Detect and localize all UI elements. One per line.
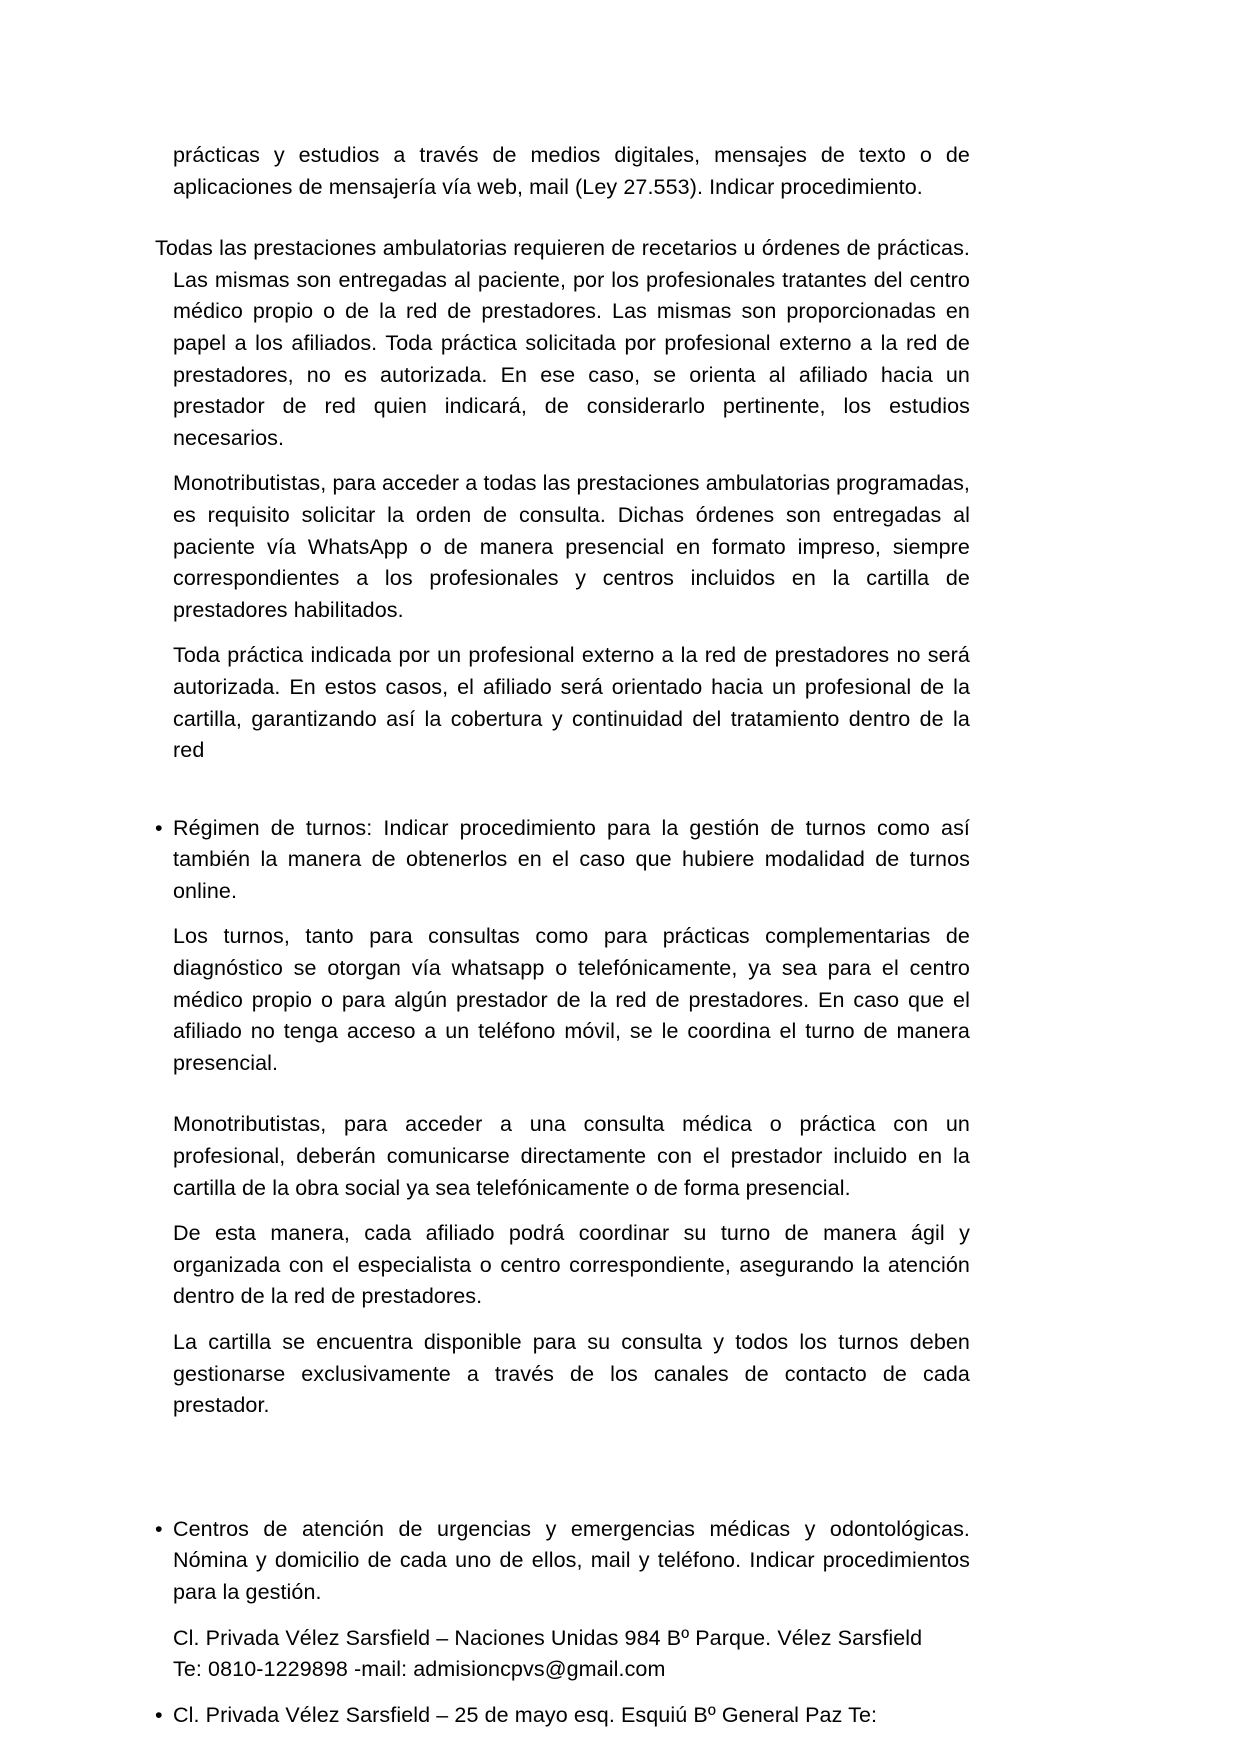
paragraph-los-turnos: Los turnos, tanto para consultas como para prácticas complementarias de diagnóstico se otorgan vía whatsapp o telefónicamente, ya sea para el centro médico propio o para algún prestador de la red de prestadores. En caso que el afiliado no tenga acceso a un teléfono móvil, se le coordina el turno de manera presencial. [173, 924, 970, 1075]
paragraph-prestaciones-ambulatorias: Todas las prestaciones ambulatorias requieren de recetarios u órdenes de prácticas. Las mismas son entregadas al paciente, por los profesionales tratantes del centro médico propio o de la red de prestadores. Las mismas son proporcionadas en papel a los afiliados. Toda práctica solicitada por profesional externo a la red de prestadores, no es autorizada. En ese caso, se orienta al afiliado hacia un prestador de red quien indicará, de considerarlo pertinente, los estudios necesarios. [155, 236, 970, 450]
paragraph-de-esta-manera: De esta manera, cada afiliado podrá coordinar su turno de manera ágil y organizada con el especialista o centro correspondiente, asegurando la atención dentro de la red de prestadores. [173, 1221, 970, 1309]
spacer [155, 626, 970, 640]
spacer [155, 1422, 970, 1514]
bullet-icon: • [155, 815, 163, 840]
spacer [155, 203, 970, 233]
bullet-icon: • [155, 1702, 163, 1727]
clinic-contact-primary: Te: 0810-1229898 -mail: admisioncpvs@gmail.com [173, 1657, 666, 1682]
list-item-centros-urgencias-label: Centros de atención de urgencias y emergencias médicas y odontológicas. Nómina y domicilio de cada uno de ellos, mail y teléfono. Indicar procedimientos para la gestión. [173, 1516, 970, 1604]
paragraph-intro-continuation: prácticas y estudios a través de medios digitales, mensajes de texto o de aplicaciones de mensajería vía web, mail (Ley 27.553). Indicar procedimiento. [173, 143, 970, 199]
spacer [155, 454, 970, 468]
spacer [155, 1079, 970, 1109]
paragraph-monotributistas-ordenes: Monotributistas, para acceder a todas las prestaciones ambulatorias programadas, es requisito solicitar la orden de consulta. Dichas órdenes son entregadas al paciente vía WhatsApp o de manera presencial en formato impreso, siempre correspondientes a los profesionales y centros incluidos en la cartilla de prestadores habilitados. [173, 471, 970, 622]
spacer [155, 907, 970, 921]
list-item-clinic-secondary-label: Cl. Privada Vélez Sarsfield – 25 de mayo esq. Esquiú Bº General Paz Te: [173, 1702, 878, 1727]
list-item-clinic-secondary [155, 1700, 970, 1732]
clinic-address-primary: Cl. Privada Vélez Sarsfield – Naciones Unidas 984 Bº Parque. Vélez Sarsfield [173, 1625, 923, 1650]
document-body [155, 140, 970, 1731]
paragraph-monotributistas-consulta: Monotributistas, para acceder a una consulta médica o práctica con un profesional, deberán comunicarse directamente con el prestador incluido en la cartilla de la obra social ya sea telefónicamente o de forma presencial. [173, 1112, 970, 1200]
paragraph-la-cartilla: La cartilla se encuentra disponible para su consulta y todos los turnos deben gestionarse exclusivamente a través de los canales de contacto de cada prestador. [173, 1330, 970, 1418]
list-item-centros-urgencias [155, 1514, 970, 1609]
spacer [155, 1609, 970, 1623]
list-item-regimen-turnos-label: Régimen de turnos: Indicar procedimiento para la gestión de turnos como así también la manera de obtenerlos en el caso que hubiere modalidad de turnos online. [173, 815, 970, 903]
spacer [155, 1313, 970, 1327]
paragraph-practica-externa: Toda práctica indicada por un profesional externo a la red de prestadores no será autorizada. En estos casos, el afiliado será orientado hacia un profesional de la cartilla, garantizando así la cobertura y continuidad del tratamiento dentro de la red [173, 643, 970, 763]
list-item-regimen-turnos [155, 813, 970, 908]
bullet-icon: • [155, 1516, 163, 1541]
spacer [155, 1204, 970, 1218]
spacer [155, 767, 970, 813]
spacer [155, 1686, 970, 1700]
